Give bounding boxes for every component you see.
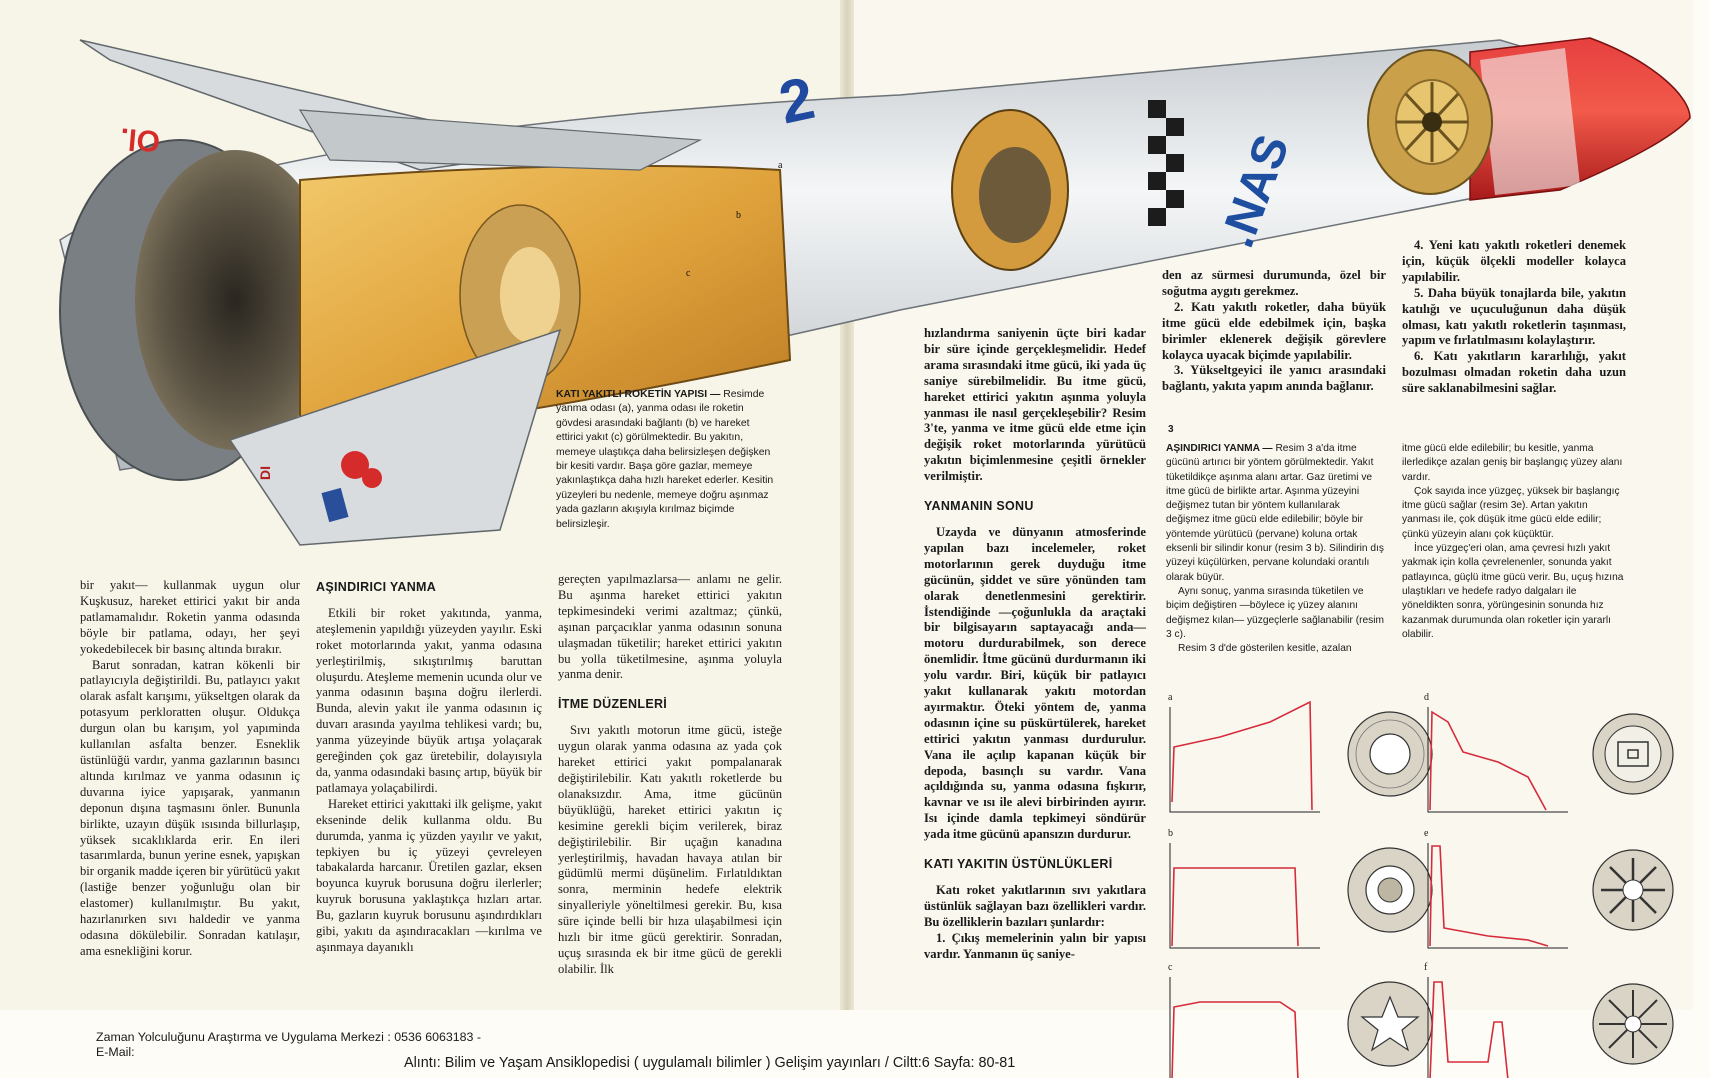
panel-letter-f: f	[1424, 962, 1428, 973]
figure-3-panel-d	[1418, 692, 1703, 816]
panel-letter-b: b	[1168, 828, 1173, 839]
right-col1-para-1: hızlandırma saniyenin üçte biri kadar bir süre içinde gerçekleşmelidir. Hedef arama sırasındaki itme gücü, iki yada üç saniye sürebilmelidir. Bu itme gücü, hareket ettirici yakıtın aşınma yoluyla yanması ile nasıl gerçekleşebilir? Resim 3'te, yanma ve itme gücü elde etme için değişik roket motorlarında yürütücü yakıtın biçimlenmesine çeşitli örnekler verilmiştir.	[924, 326, 1146, 484]
left-column-1	[80, 578, 300, 960]
figure-3-text-3: Resim 3 d'de gösterilen kesitle, azalan	[1178, 643, 1352, 655]
left-col3-para-1: gereçten yapılmazlarsa— anlamı ne gelir. Bu aşınma hareket ettirici yakıtın tepkimesindeki verimi azaltmaz; çünkü, aşınan parçacıklar yanma odasının sonuna ulaşmadan tüketilir; hareket ettirici yakıtın bu yolla tüketilmesine, aşınma yoluyla yanma denir.	[558, 572, 782, 682]
left-col1-para-2: Barut sonradan, katran kökenli bir patlayıcıyla değiştirildi. Bu, patlayıcı yakıt olarak asfalt karışımı, yükseltgen olarak da potasyum perkloratten oluşur. Oldukça durgun olan bu karışım, yol yapıminda kullanılan asfalta benzer. Esneklik üstünlüğü vardır, yanma gazlarının basıncı altında kırılmaz ve yanma odasının iç duvarına iyice yapışarak, yanmanın deponun dışına taşmasını önler. Bununla birlikte, uzayın düşük ısısında billurlaşıp, yüksek sıcaklıklarda erir. En ileri tasarımlarda, bunun yerine esnek, yapışkan bir organik madde içeren bir yürütücü yakıt (lastiğe benzer yoğunluğu olan bir elastomer) kullanılmıştır. Bu yakıt, hazırlanırken sıvı haldedir ve yanma odasına dökülebilir. Sonradan katılaşır, ama esnekliğini korur.	[80, 657, 300, 958]
figure-3-panel-a	[1160, 692, 1445, 816]
right-col3-para-3: 6. Katı yakıtların kararlılığı, yakıt bozulması olmadan roketin daha uzun süre saklanabilmesini sağlar.	[1402, 349, 1626, 396]
right-col3-para-2: 5. Daha büyük tonajlarda bile, yakıtın katılığı ve uçuculuğunun daha düşük olması, katı yakıtlı roketlerin taşınması, yapım ve fırlatılmasını kolaylaştırır.	[1402, 285, 1626, 348]
label-a: a	[778, 160, 783, 171]
right-col1-para-2: Uzayda ve dünyanın atmosferinde yapılan bazı incelemeler, roket motorlarının gerek duyduğu itme gücünün, şiddet ve süre yönünden tam olarak denetlenmesini gerektirir. İstendiğinde —çoğunlukla da araçtaki bir bilgisayarın saptayacağı anda— motoru durdurabilmek, son derece önemlidir. İtme gücünü durdurmanın iki yolu vardır. Biri, küçük bir patlayıcı yakıt kullanarak yakıtı motordan ayırmaktır. Öteki yöntem de, yanma odasının içine su püskürtülerek, hareket ettirici yakıtın yanması durdurulur. Vana ile açılıp kapanan küçük bir depoda, basınçlı su vardır. Vana açıldığında su, yanma odasına fışkırır, kavnar ve ısı ile alevi birbirinden ayırır. Isı içinde damla tepkimeyi söndürür yada itme gücünü apansızın durdurur.	[924, 524, 1146, 842]
left-column-3	[558, 572, 782, 978]
footer-source: Alıntı: Bilim ve Yaşam Ansiklopedisi ( uygulamalı bilimler ) Gelişim yayınları / Ciltt:6 Sayfa: 80-81	[404, 1055, 1016, 1071]
figure-3-panel-b	[1160, 828, 1445, 952]
heading-kati-yakitin-ustunlukleri: KATI YAKITIN ÜSTÜNLÜKLERİ	[924, 857, 1113, 872]
panel-letter-a: a	[1168, 692, 1173, 703]
panel-letter-e: e	[1424, 828, 1429, 839]
rocket-body-marking: .NAS	[1210, 128, 1300, 255]
label-c: c	[686, 268, 691, 279]
caption-text: Resimde yanma odası (a), yanma odası ile roketin gövdesi arasındaki bağlantı (b) ve hareket ettirici yakıt (c) görülmektedir. Bu yakıtın, memeye ulaştıkça daha belirsizleşen değişken bir kesiti vardır. Başa göre gazlar, memeye yakınlaştıkça daha hızlı hareket ederler. Kesitin yüzeyleri bu nedenle, memeye doğru aşınmaz yada gazların akışıyla kırılmaz biçimde belirsizleşir.	[556, 389, 774, 530]
left-col2-para-1: Etkili bir roket yakıtında, yanma, ateşlemenin yapıldığı yüzeyden yayılır. Eski roket motorlarında yakıt, yanma odasına yerleştirilmiş, sıkıştırılmış baruttan oluşurdu. Ateşleme memenin ucunda olur ve yanma odasının başına doğru ilerlerdi. Bunda, alevin yakıt ile yanma odasının iç duvarı arasında yayılma tehlikesi vardı; bu, yanma yüzeyinde büyük artışa yolaçarak gereğinden çok gaz üretebilir, dolayısıyla da, yanma odasındaki basınç artıp, büyük bir patlamaya yolaçabilirdi.	[316, 605, 542, 795]
figure-3-title: AŞINDIRICI YANMA —	[1166, 443, 1273, 454]
footer-center-line: Zaman Yolculuğunu Araştırma ve Uygulama Merkezi : 0536 6063183 -	[96, 1030, 482, 1044]
heading-itme-duzenleri: İTME DÜZENLERİ	[558, 697, 668, 712]
right-col2-para-3: 3. Yükseltgeyici ile yanıcı arasındaki bağlantı, yakıta yapım anında bağlanır.	[1162, 363, 1386, 394]
rocket-fin-marking: DI	[257, 466, 273, 480]
footer-email-line: E-Mail:	[96, 1045, 135, 1059]
illustration-caption	[556, 388, 778, 532]
right-column-1	[924, 326, 1146, 963]
figure-3-caption-left	[1166, 442, 1384, 656]
right-col2-para-1: den az sürmesi durumunda, özel bir soğutma aygıtı gerekmez.	[1162, 268, 1386, 298]
left-col3-para-2: Sıvı yakıtlı motorun itme gücü, isteğe uygun olarak yanma odasına az yada çok hareket ettirici yakıt pompalanarak değiştirilebilir. Katı yakıtlı roketlerde bu olanaksızdır. Ama, itme gücünün büyüklüğü, hareket ettirici yakıtın iç kesimine gerekli biçim verilerek, biraz değiştirilebilir. Bir uçağın kanadına yerleştirilmiş, havadan havaya atılan bir güdümlü mermi düşünelim. Fırlatıldıktan sonra, merminin hedefe elektrik sinyalleriyle yöneltilmesi gerekir. Bu, kısa süre içinde belli bir hıza ulaşabilmesi için hızlı bir itme gücü gerektirir. Sonradan, uçuş sırasında ek bir itme gücü de gerekli olabilir. İlk	[558, 723, 782, 976]
label-b: b	[736, 210, 741, 221]
figure-3-text-5: Çok sayıda ince yüzgeç, yüksek bir başlangıç itme gücü sağlar (resim 3e). Artan yakıtın yanması ile, çok düşük itme gücü elde edilir; çünkü yüzeyin alanı çok küçüktür.	[1402, 485, 1620, 540]
figure-3-panel-e	[1418, 828, 1703, 952]
figure-3-panel-f	[1418, 962, 1703, 1078]
figure-3-text-2: Aynı sonuç, yanma sırasında tüketilen ve biçim değiştiren —böylece iç yüzey alanını değişmez kılan— yüzgeçlerle sağlanabilir (resim 3 c).	[1166, 585, 1384, 640]
heading-yanmanin-sonu: YANMANIN SONU	[924, 499, 1034, 514]
heading-asindirici-yanma: AŞINDIRICI YANMA	[316, 580, 437, 594]
panel-letter-c: c	[1168, 962, 1173, 973]
panel-letter-d: d	[1424, 692, 1429, 703]
left-col2-para-2: Hareket ettirici yakıttaki ilk gelişme, yakıt ekseninde delik kullanma oldu. Bu durumda, yanma iç yüzden yayılır ve yakıt, tepkiyen bu iç yüzeyi çevreleyen tabakalarda harcanır. Üretilen gazlar, eksen boyunca kuyruk borusuna doğru ilerlerler; kuyruk borusuna yaklaştıkça hızları artar. Bu, gazların kuyruk borusunu aşındırdıkları gibi, yakıtı da aşındıracakları —kırılma ve aşınmaya dayanıklı	[316, 796, 542, 954]
figure-3-caption-right	[1402, 442, 1626, 642]
figure-3-text-6: İnce yüzgeç'eri olan, ama çevresi hızlı yakıt yakmak için kolla çevrelenenler, sonunda yakıt patlayınca, güçlü itme gücü verir. Bu, uçuş hızına ulaştıkları ve hedefe radyo dalgaları ile yöneldikten sonra, yörüngesinin sonunda hız kazanmak durumunda olan roketler için yararlı olabilir.	[1402, 543, 1624, 640]
figure-3-number: 3	[1168, 424, 1174, 435]
caption-title: KATI YAKITLI ROKETİN YAPISI —	[556, 389, 721, 400]
left-col1-para-1: bir yakıt— kullanmak uygun olur Kuşkusuz, hareket ettirici yakıt bir anda patlamamalıdır. Roketin yanma odasında böyle bir patlama, odayı, her şeyi yokedebilecek bir basınç altında bırakır.	[80, 578, 300, 656]
right-col3-para-1: 4. Yeni katı yakıtlı roketleri denemek için, küçük ölçekli modeller kolayca yapılabilir.	[1402, 238, 1626, 284]
right-col2-para-2: 2. Katı yakıtlı roketler, daha büyük itme gücü elde edebilmek için, başka birimler eklenerek değişik görevlere kolayca uyacak biçimde yapılabilir.	[1162, 299, 1386, 362]
figure-3-panel-c	[1160, 962, 1445, 1078]
figure-3-text-1: Resim 3 a'da itme gücünü artırıcı bir yöntem görülmektedir. Yakıt tüketildikçe aşınma alanı artar. Gaz üretimi ve itme gücü de birlikte artar. Aşınma yüzeyini değişmez tutan bir yöntem kullanılarak değişmez itme gücü elde edilebilir; böyle bir yöntemde yürütücü (pervane) koluna ortak eksenli bir silindir konur (resim 3 b). Silindirin dış yüzeyi küçülürken, pervane kolundaki orantılı olarak büyür.	[1166, 443, 1384, 583]
right-column-2	[1162, 268, 1386, 395]
figure-3-text-4: itme gücü elde edilebilir; bu kesitle, yanma ilerledikçe azalan geniş bir başlangıç yüzey alanı vardır.	[1402, 443, 1623, 483]
left-column-2	[316, 572, 542, 956]
right-col1-para-4: 1. Çıkış memelerinin yalın bir yapısı vardır. Yanmanın üç saniye-	[924, 930, 1146, 961]
svg-text:2: 2	[773, 63, 820, 137]
rocket-nose-marking: Ol.	[118, 121, 162, 158]
right-column-3	[1402, 238, 1626, 397]
right-col1-para-3: Katı roket yakıtlarının sıvı yakıtlara üstünlük sağlayan bazı özellikleri vardır. Bu özelliklerin bazıları şunlardır:	[924, 883, 1146, 929]
